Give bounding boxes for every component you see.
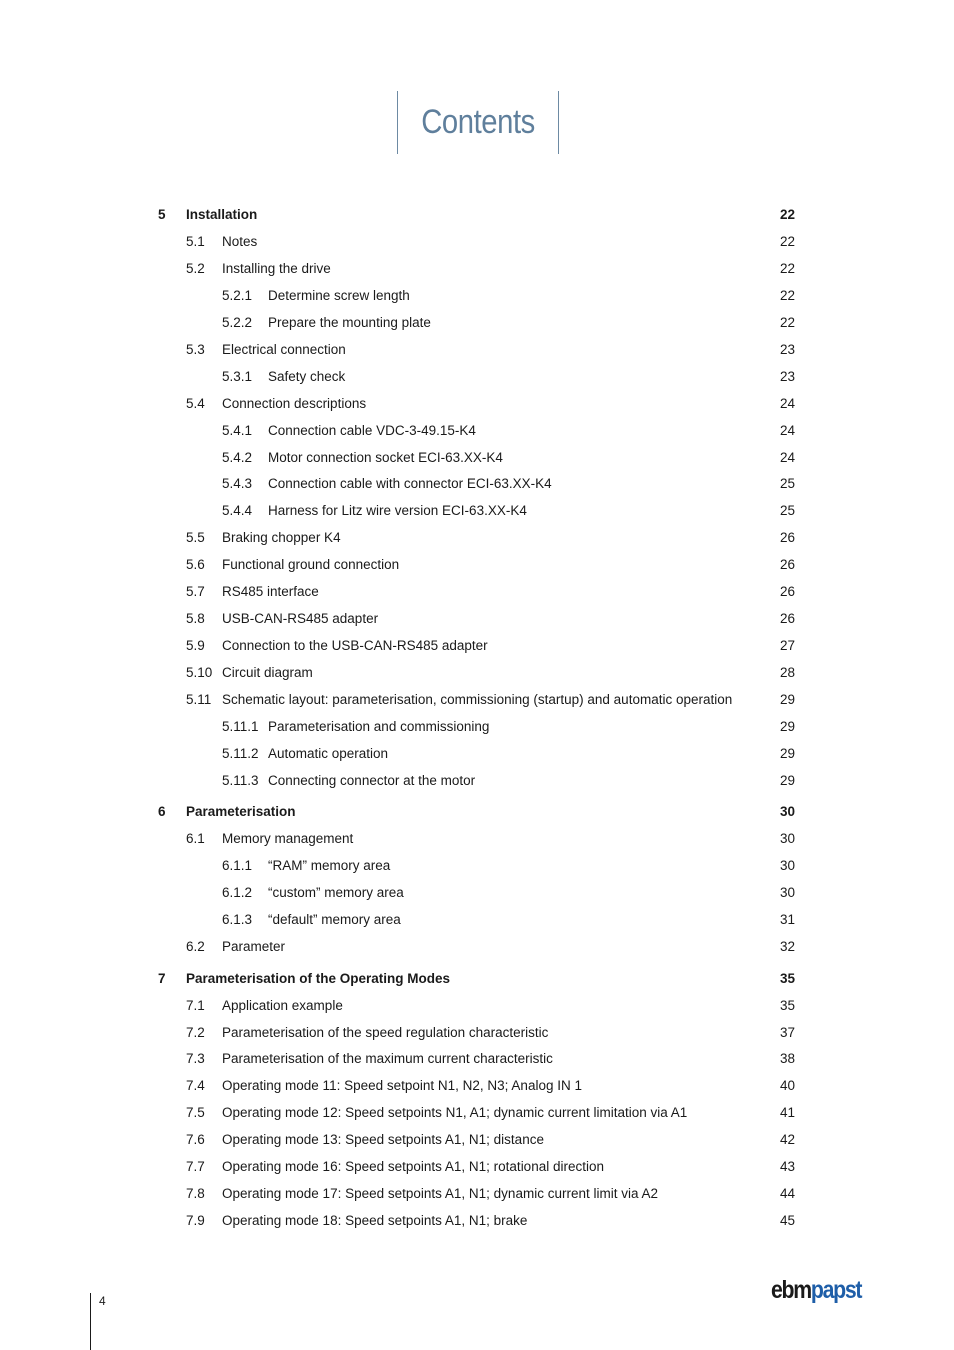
toc-entry-number: 5.11.1 — [222, 719, 259, 734]
toc-entry-number: 7 — [158, 971, 166, 986]
toc-entry[interactable] — [0, 205, 954, 225]
toc-entry-number: 5.2.1 — [222, 288, 253, 303]
toc-entry[interactable] — [0, 636, 954, 656]
toc-entry-label: Safety check — [268, 369, 346, 384]
toc-entry[interactable] — [0, 771, 954, 791]
toc-entry-page: 22 — [779, 288, 795, 303]
toc-entry-page: 22 — [779, 234, 795, 249]
toc-entry[interactable] — [0, 1211, 954, 1231]
toc-entry[interactable] — [0, 1184, 954, 1204]
toc-entry[interactable] — [0, 663, 954, 683]
toc-entry-page: 29 — [779, 746, 795, 761]
toc-entry[interactable] — [0, 802, 954, 822]
toc-entry-label: USB-CAN-RS485 adapter — [222, 611, 379, 626]
toc-entry[interactable] — [0, 690, 954, 710]
toc-entry[interactable] — [0, 259, 954, 279]
toc-entry-number: 5.4 — [186, 396, 205, 411]
toc-entry-number: 5.4.4 — [222, 503, 253, 518]
toc-entry-number: 7.5 — [186, 1105, 205, 1120]
toc-entry-number: 5.2.2 — [222, 315, 253, 330]
toc-entry-page: 30 — [779, 831, 795, 846]
toc-entry-page: 43 — [779, 1159, 795, 1174]
toc-entry-label: Parameterisation and commissioning — [268, 719, 490, 734]
toc-entry-number: 5.7 — [186, 584, 205, 599]
toc-entry-number: 6.1.2 — [222, 885, 253, 900]
toc-entry[interactable] — [0, 717, 954, 737]
toc-entry-page: 28 — [779, 665, 795, 680]
toc-entry-page: 38 — [779, 1051, 795, 1066]
toc-entry[interactable] — [0, 609, 954, 629]
toc-entry-page: 40 — [779, 1078, 795, 1093]
toc-entry-label: Installing the drive — [222, 261, 331, 276]
toc-entry-label: Connection cable with connector ECI-63.XX-K4 — [268, 476, 552, 491]
toc-entry[interactable] — [0, 969, 954, 989]
toc-entry-page: 22 — [779, 261, 795, 276]
toc-entry-page: 44 — [779, 1186, 795, 1201]
toc-entry-label: Connection cable VDC-3-49.15-K4 — [268, 423, 476, 438]
toc-entry-label: Operating mode 18: Speed setpoints A1, N1; brake — [222, 1213, 528, 1228]
toc-entry-number: 5.11 — [186, 692, 212, 707]
toc-entry-page: 27 — [779, 638, 795, 653]
toc-entry-page: 25 — [779, 476, 795, 491]
toc-entry-page: 37 — [779, 1025, 795, 1040]
toc-entry[interactable] — [0, 528, 954, 548]
toc-entry[interactable] — [0, 937, 954, 957]
toc-entry-label: Connecting connector at the motor — [268, 773, 476, 788]
toc-entry-page: 24 — [779, 396, 795, 411]
toc-entry-number: 7.7 — [186, 1159, 205, 1174]
toc-entry-page: 22 — [779, 315, 795, 330]
toc-entry-page: 25 — [779, 503, 795, 518]
toc-entry[interactable] — [0, 340, 954, 360]
toc-entry[interactable] — [0, 421, 954, 441]
toc-entry-number: 5.9 — [186, 638, 205, 653]
toc-entry-number: 5.6 — [186, 557, 205, 572]
toc-entry-number: 5.4.2 — [222, 450, 253, 465]
toc-entry[interactable] — [0, 1023, 954, 1043]
toc-entry-label: Electrical connection — [222, 342, 346, 357]
toc-entry-label: “custom” memory area — [268, 885, 404, 900]
toc-entry-number: 5.3.1 — [222, 369, 253, 384]
toc-entry-label: RS485 interface — [222, 584, 319, 599]
toc-entry-label: Determine screw length — [268, 288, 410, 303]
toc-entry-number: 5.11.3 — [222, 773, 259, 788]
toc-entry-page: 26 — [779, 557, 795, 572]
page-title: Contents — [421, 103, 535, 141]
toc-entry-label: Connection descriptions — [222, 396, 367, 411]
logo-part-ebm: ebm — [771, 1276, 811, 1304]
toc-entry-label: Parameterisation of the maximum current characteristic — [222, 1051, 553, 1066]
toc-entry[interactable] — [0, 555, 954, 575]
toc-entry-number: 7.2 — [186, 1025, 205, 1040]
toc-entry-label: Operating mode 16: Speed setpoints A1, N1; rotational direction — [222, 1159, 604, 1174]
toc-entry-label: Schematic layout: parameterisation, commissioning (startup) and automatic operation — [222, 692, 733, 707]
toc-entry-number: 5.4.1 — [222, 423, 253, 438]
toc-entry-page: 30 — [779, 804, 795, 819]
toc-entry-page: 23 — [779, 342, 795, 357]
toc-entry-number: 5.10 — [186, 665, 213, 680]
toc-entry-label: Operating mode 13: Speed setpoints A1, N1; distance — [222, 1132, 544, 1147]
toc-entry-label: Connection to the USB-CAN-RS485 adapter — [222, 638, 488, 653]
toc-entry[interactable] — [0, 313, 954, 333]
toc-entry[interactable] — [0, 582, 954, 602]
toc-entry-page: 30 — [779, 858, 795, 873]
toc-entry[interactable] — [0, 286, 954, 306]
toc-entry-label: Braking chopper K4 — [222, 530, 341, 545]
toc-entry-page: 45 — [779, 1213, 795, 1228]
toc-entry[interactable] — [0, 501, 954, 521]
toc-entry-page: 26 — [779, 611, 795, 626]
toc-entry[interactable] — [0, 996, 954, 1016]
toc-entry-label: Operating mode 11: Speed setpoint N1, N2, N3; Analog IN 1 — [222, 1078, 582, 1093]
toc-entry[interactable] — [0, 744, 954, 764]
toc-entry-number: 6.1 — [186, 831, 205, 846]
toc-entry-label: Motor connection socket ECI-63.XX-K4 — [268, 450, 503, 465]
toc-entry-number: 7.8 — [186, 1186, 205, 1201]
toc-entry-number: 6 — [158, 804, 166, 819]
toc-entry[interactable] — [0, 448, 954, 468]
toc-entry-number: 5.1 — [186, 234, 205, 249]
toc-entry-number: 5.8 — [186, 611, 205, 626]
toc-entry-label: Parameter — [222, 939, 286, 954]
toc-entry-label: Parameterisation of the Operating Modes — [186, 971, 451, 986]
toc-entry-page: 35 — [779, 971, 795, 986]
toc-entry-page: 26 — [779, 530, 795, 545]
toc-entry-number: 7.3 — [186, 1051, 205, 1066]
toc-entry-label: Harness for Litz wire version ECI-63.XX-K4 — [268, 503, 527, 518]
toc-entry-page: 30 — [779, 885, 795, 900]
toc-entry-number: 5.4.3 — [222, 476, 253, 491]
toc-entry-page: 24 — [779, 450, 795, 465]
toc-entry-label: “default” memory area — [268, 912, 401, 927]
toc-entry-label: Parameterisation — [186, 804, 296, 819]
toc-entry-page: 32 — [779, 939, 795, 954]
logo-part-papst: papst — [810, 1276, 862, 1304]
toc-entry[interactable] — [0, 883, 954, 903]
toc-entry-label: Prepare the mounting plate — [268, 315, 431, 330]
toc-entry[interactable] — [0, 367, 954, 387]
toc-entry-number: 7.1 — [186, 998, 205, 1013]
page-number: 4 — [99, 1294, 106, 1308]
toc-entry-page: 23 — [779, 369, 795, 384]
ebmpapst-logo — [771, 1276, 861, 1305]
toc-entry-label: Circuit diagram — [222, 665, 313, 680]
toc-entry[interactable] — [0, 1076, 954, 1096]
toc-entry-number: 5.11.2 — [222, 746, 259, 761]
toc-entry[interactable] — [0, 910, 954, 930]
toc-entry-label: Parameterisation of the speed regulation characteristic — [222, 1025, 549, 1040]
toc-entry[interactable] — [0, 1103, 954, 1123]
toc-entry-page: 29 — [779, 773, 795, 788]
toc-entry-page: 29 — [779, 692, 795, 707]
toc-entry-label: Automatic operation — [268, 746, 389, 761]
toc-entry[interactable] — [0, 232, 954, 252]
toc-entry-number: 5.2 — [186, 261, 205, 276]
toc-entry-label: Notes — [222, 234, 258, 249]
toc-entry-number: 7.9 — [186, 1213, 205, 1228]
title-frame — [397, 91, 559, 154]
toc-entry-label: Installation — [186, 207, 258, 222]
toc-entry-number: 6.1.3 — [222, 912, 253, 927]
footer-divider — [90, 1293, 91, 1350]
toc-entry-page: 24 — [779, 423, 795, 438]
toc-entry-label: “RAM” memory area — [268, 858, 391, 873]
toc-entry-number: 5.5 — [186, 530, 205, 545]
toc-entry-label: Operating mode 12: Speed setpoints N1, A1; dynamic current limitation via A1 — [222, 1105, 688, 1120]
toc-entry[interactable] — [0, 1049, 954, 1069]
toc-entry-page: 42 — [779, 1132, 795, 1147]
toc-entry-page: 22 — [779, 207, 795, 222]
toc-entry[interactable] — [0, 856, 954, 876]
toc-entry-page: 26 — [779, 584, 795, 599]
toc-entry-number: 7.6 — [186, 1132, 205, 1147]
toc-entry[interactable] — [0, 474, 954, 494]
toc-entry-page: 31 — [779, 912, 795, 927]
toc-entry-page: 35 — [779, 998, 795, 1013]
toc-entry-number: 6.2 — [186, 939, 205, 954]
toc-entry-number: 5 — [158, 207, 166, 222]
toc-entry-number: 7.4 — [186, 1078, 205, 1093]
toc-entry[interactable] — [0, 829, 954, 849]
toc-entry-page: 41 — [779, 1105, 795, 1120]
toc-entry-page: 29 — [779, 719, 795, 734]
toc-entry-number: 6.1.1 — [222, 858, 253, 873]
toc-entry-label: Memory management — [222, 831, 354, 846]
toc-entry-label: Operating mode 17: Speed setpoints A1, N1; dynamic current limit via A2 — [222, 1186, 658, 1201]
toc-entry-number: 5.3 — [186, 342, 205, 357]
toc-entry[interactable] — [0, 1130, 954, 1150]
toc-entry-label: Functional ground connection — [222, 557, 400, 572]
toc-entry[interactable] — [0, 394, 954, 414]
toc-entry[interactable] — [0, 1157, 954, 1177]
toc-entry-label: Application example — [222, 998, 343, 1013]
